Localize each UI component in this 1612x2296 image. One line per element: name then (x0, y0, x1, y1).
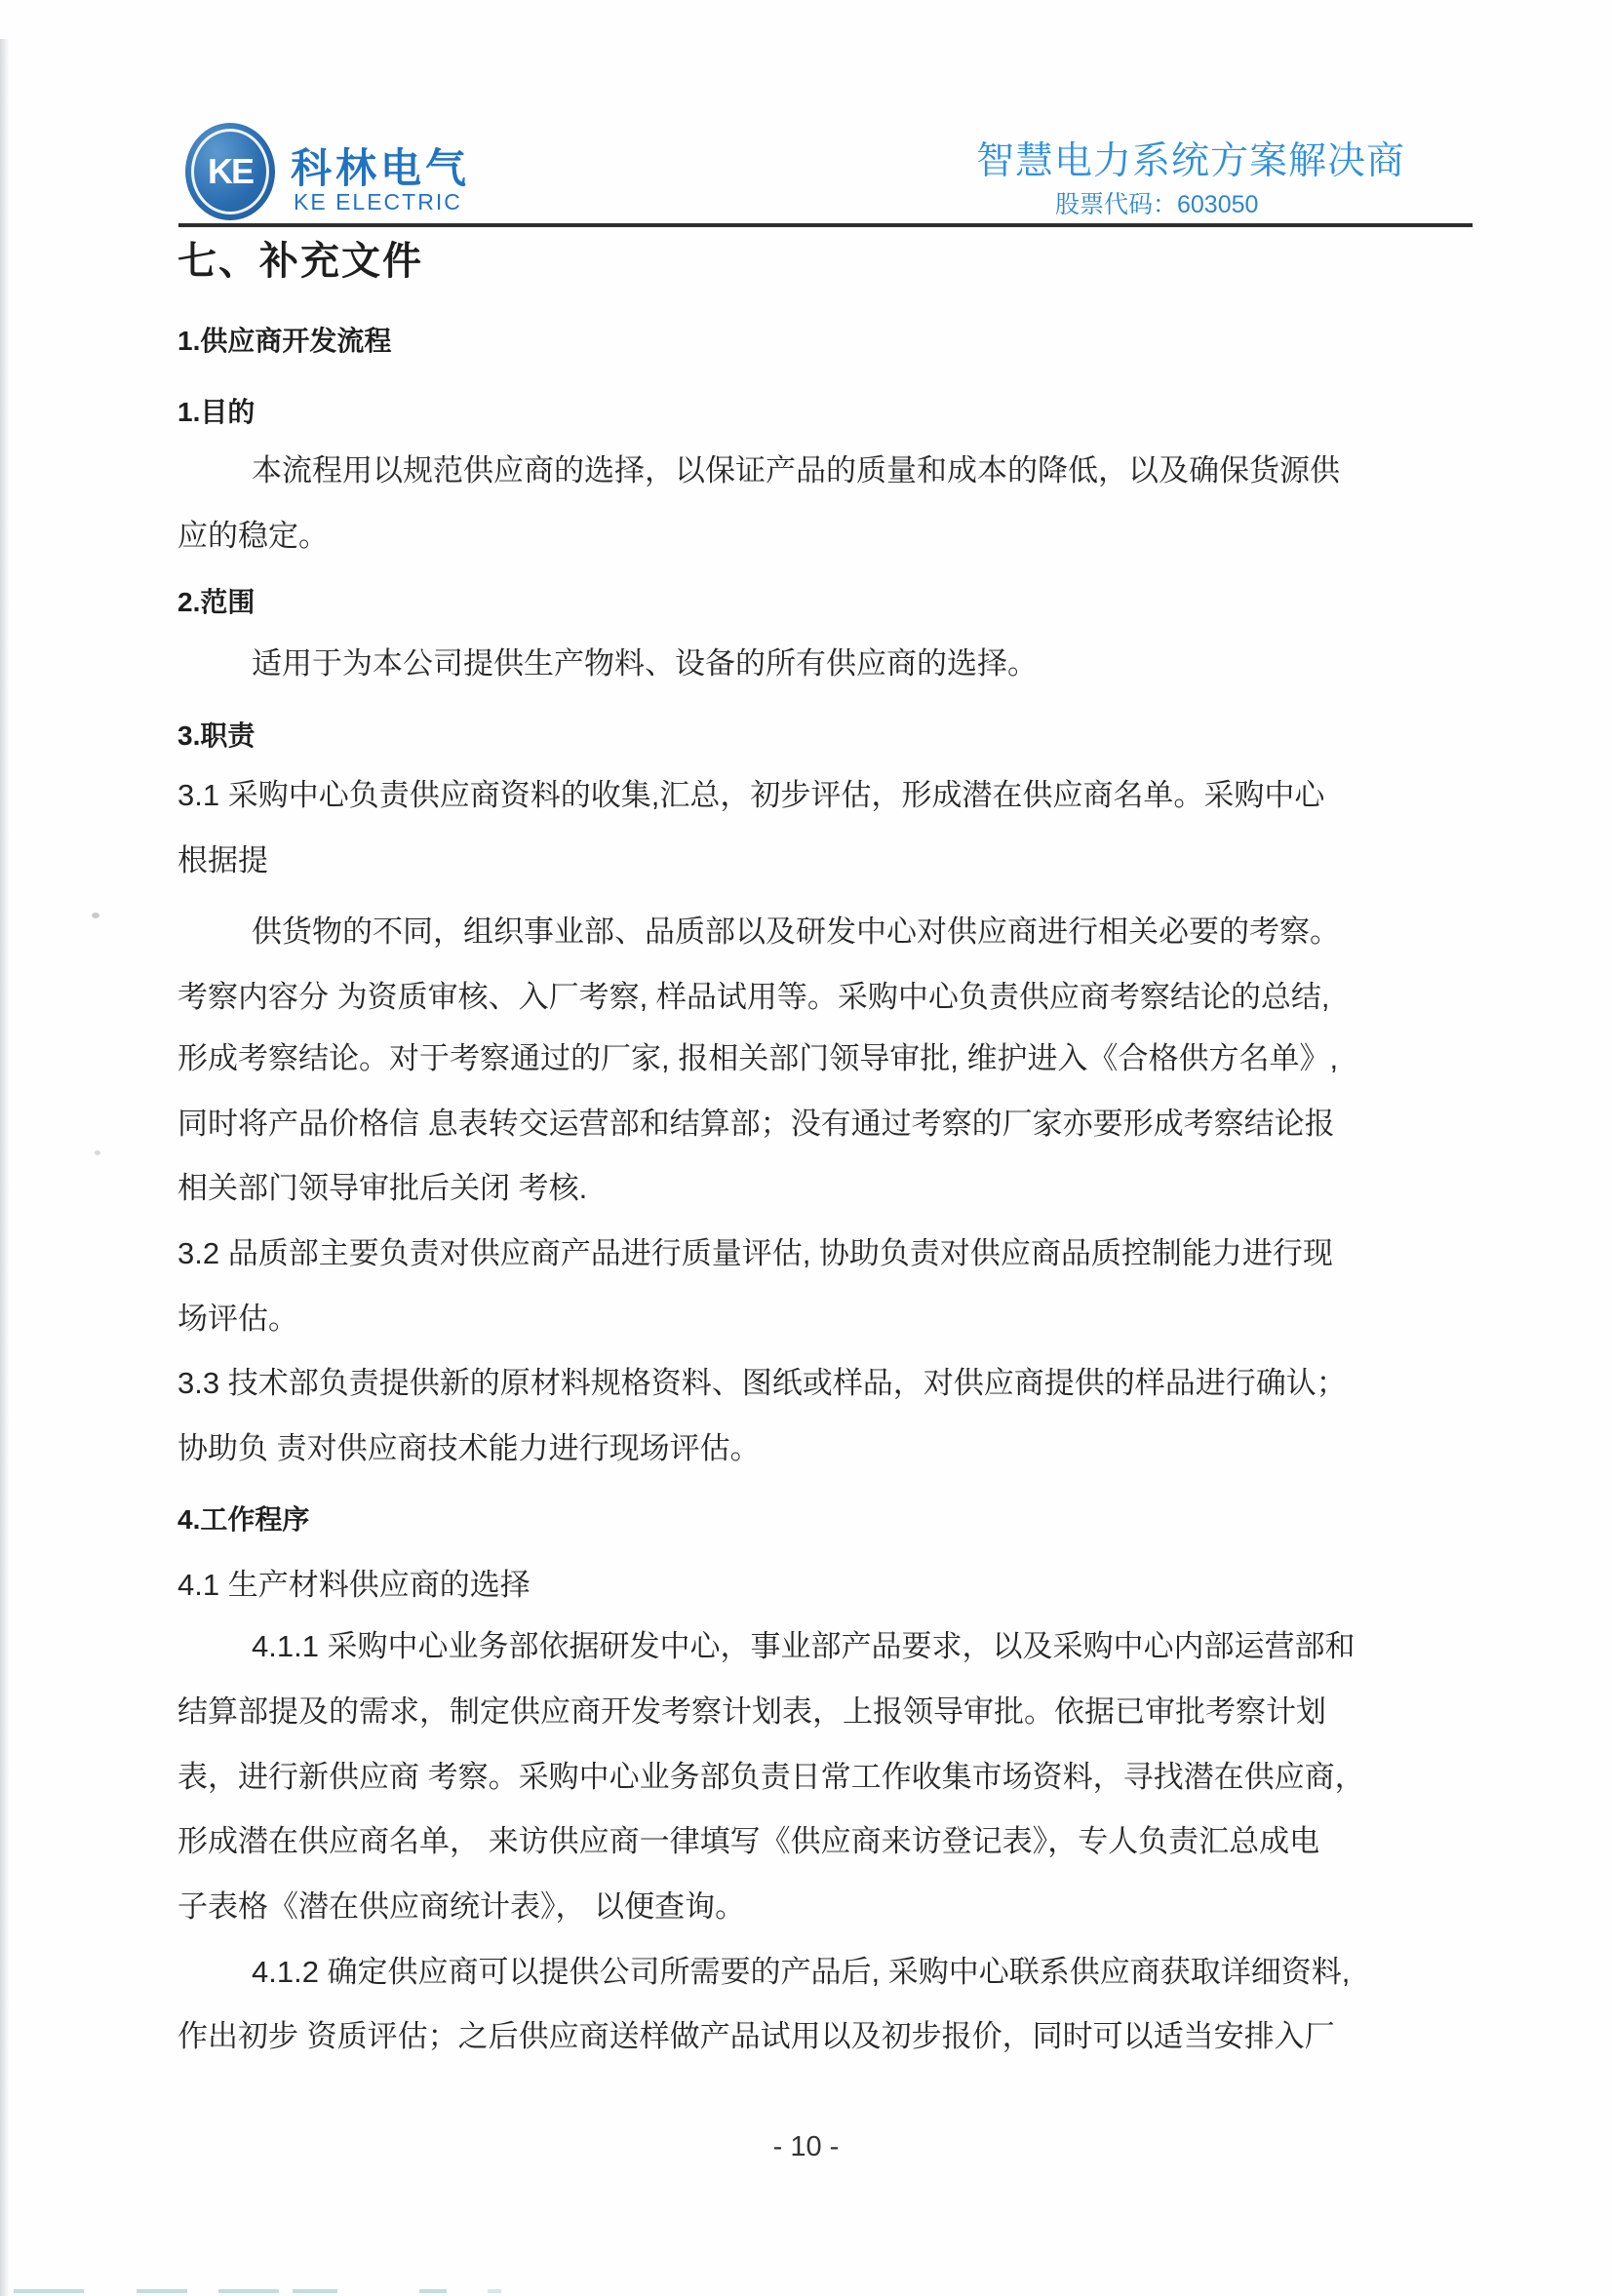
text-line: 同时将产品价格信 息表转交运营部和结算部；没有通过考察的厂家亦要形成考察结论报 (177, 1107, 1335, 1141)
stock-code-label: 股票代码：603050 (1055, 191, 1259, 218)
text-line: 协助负 责对供应商技术能力进行现场评估。 (177, 1431, 761, 1465)
page-number: - 10 - (772, 2131, 840, 2162)
text-line: 考察内容分 为资质审核、入厂考察, 样品试用等。采购中心负责供应商考察结论的总结, (177, 980, 1330, 1014)
scan-artifact-bottom (218, 2289, 279, 2293)
text-line: 子表格《潜在供应商统计表》， 以便查询。 (177, 1889, 746, 1924)
scan-artifact-speck (95, 1150, 100, 1155)
text-line: 4.1.1 采购中心业务部依据研发中心，事业部产品要求，以及采购中心内部运营部和 (252, 1629, 1356, 1663)
text-line: 4.1.2 确定供应商可以提供公司所需要的产品后, 采购中心联系供应商获取详细资料, (252, 1955, 1351, 1989)
scan-artifact-bottom (137, 2289, 187, 2293)
section-heading: 2.范围 (177, 587, 256, 617)
scan-artifact-left-edge (0, 39, 10, 2296)
brand-name-en: KE ELECTRIC (294, 189, 462, 214)
brand-name-cn: 科林电气 (291, 145, 471, 191)
scan-artifact-bottom (14, 2289, 84, 2293)
text-line: 根据提 (177, 843, 268, 877)
text-line: 适用于为本公司提供生产物料、设备的所有供应商的选择。 (252, 646, 1038, 681)
text-line: 表，进行新供应商 考察。采购中心业务部负责日常工作收集市场资料，寻找潜在供应商， (177, 1760, 1365, 1794)
text-line: 本流程用以规范供应商的选择，以保证产品的质量和成本的降低，以及确保货源供 (252, 453, 1340, 487)
document-title: 七、补充文件 (177, 240, 423, 283)
text-line: 3.1 采购中心负责供应商资料的收集,汇总，初步评估，形成潜在供应商名单。采购中心 (177, 778, 1325, 812)
text-line: 相关部门领导审批后关闭 考核. (177, 1171, 588, 1205)
text-line: 场评估。 (177, 1302, 298, 1336)
text-line: 结算部提及的需求，制定供应商开发考察计划表，上报领导审批。依据已审批考察计划 (177, 1694, 1326, 1729)
text-line: 4.1 生产材料供应商的选择 (177, 1568, 531, 1602)
scan-artifact-bottom (488, 2289, 501, 2293)
section-heading: 3.职责 (177, 720, 256, 751)
section-heading: 4.工作程序 (177, 1504, 310, 1535)
text-line: 3.2 品质部主要负责对供应商产品进行质量评估, 协助负责对供应商品质控制能力进行现 (177, 1236, 1333, 1270)
logo-monogram: KE (207, 151, 253, 191)
section-heading: 1.目的 (177, 397, 256, 427)
text-line: 供货物的不同，组织事业部、品质部以及研发中心对供应商进行相关必要的考察。 (252, 915, 1340, 949)
text-line: 形成潜在供应商名单， 来访供应商一律填写《供应商来访登记表》，专人负责汇总成电 (177, 1824, 1320, 1858)
text-line: 形成考察结论。对于考察通过的厂家, 报相关部门领导审批, 维护进入《合格供方名单》, (177, 1041, 1339, 1075)
header-tagline: 智慧电力系统方案解决商 (975, 140, 1405, 182)
text-line: 应的稳定。 (177, 519, 329, 553)
scan-artifact-bottom (293, 2289, 337, 2293)
section-heading: 1.供应商开发流程 (177, 326, 392, 356)
scan-artifact-bottom (419, 2289, 447, 2293)
text-line: 作出初步 资质评估；之后供应商送样做产品试用以及初步报价，同时可以适当安排入厂 (177, 2019, 1335, 2053)
scan-artifact-speck (92, 913, 99, 918)
text-line: 3.3 技术部负责提供新的原材料规格资料、图纸或样品，对供应商提供的样品进行确认； (177, 1366, 1347, 1400)
